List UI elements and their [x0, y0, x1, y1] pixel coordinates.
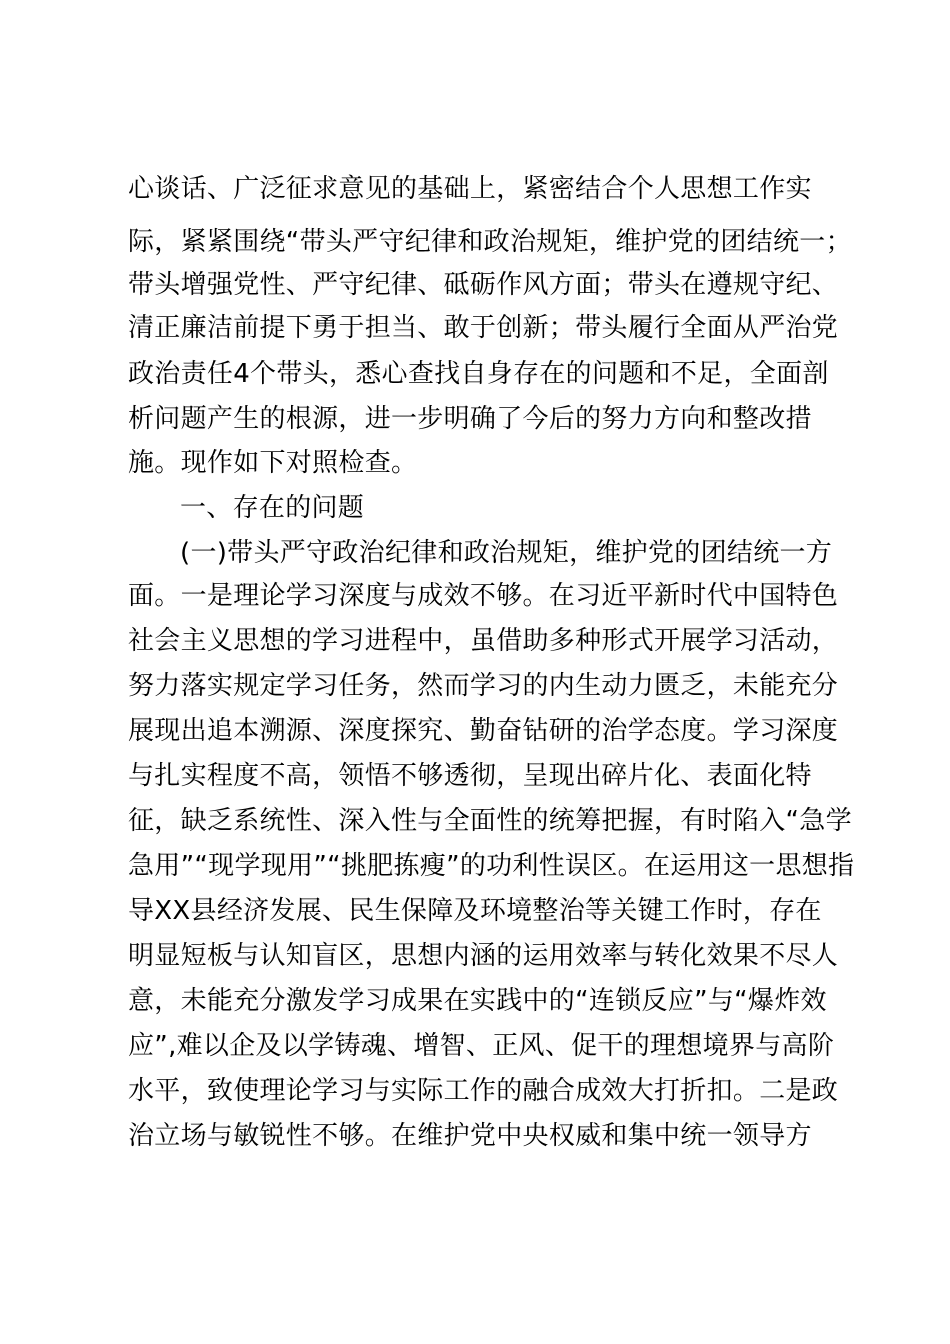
body-text-line: 际，紧紧围绕“带头严守纪律和政治规矩，维护党的团结统一；	[128, 227, 852, 257]
subsection-heading: (一)带头严守政治纪律和政治规矩，维护党的团结统一方	[180, 538, 833, 568]
body-text-line: 与扎实程度不高，领悟不够透彻，呈现出碎片化、表面化特	[128, 761, 812, 791]
body-text-line: 明显短板与认知盲区，思想内涵的运用效率与转化效果不尽人	[128, 941, 839, 971]
body-text-line: 意，未能充分激发学习成果在实践中的“连锁反应”与“爆炸效	[128, 986, 827, 1016]
body-text-line: 应”,难以企及以学铸魂、增智、正风、促干的理想境界与高阶	[128, 1031, 835, 1061]
body-text-line: 急用”“现学现用”“挑肥拣瘦”的功利性误区。在运用这一思想指	[128, 851, 855, 881]
body-text-line: 水平，致使理论学习与实际工作的融合成效大打折扣。二是政	[128, 1076, 839, 1106]
body-text-line: 征，缺乏系统性、深入性与全面性的统筹把握，有时陷入“急学	[128, 806, 852, 836]
body-text-line: 施。现作如下对照检查。	[128, 448, 418, 478]
body-text-line: 面。一是理论学习深度与成效不够。在习近平新时代中国特色	[128, 581, 839, 611]
body-text-line: 努力落实规定学习任务，然而学习的内生动力匮乏，未能充分	[128, 671, 839, 701]
section-heading: 一、存在的问题	[180, 493, 365, 523]
body-text-line: 导XX县经济发展、民生保障及环境整治等关键工作时，存在	[128, 896, 822, 926]
body-text-line: 清正廉洁前提下勇于担当、敢于创新；带头履行全面从严治党	[128, 313, 839, 343]
body-text-line: 政治责任4个带头，悉心查找自身存在的问题和不足，全面剖	[128, 359, 829, 389]
body-text-line: 社会主义思想的学习进程中，虽借助多种形式开展学习活动，	[128, 626, 839, 656]
body-text-line: 展现出追本溯源、深度探究、勤奋钻研的治学态度。学习深度	[128, 716, 839, 746]
body-text-line: 治立场与敏锐性不够。在维护党中央权威和集中统一领导方	[128, 1121, 812, 1151]
body-text-line: 析问题产生的根源，进一步明确了今后的努力方向和整改措	[128, 404, 812, 434]
body-text-line: 带头增强党性、严守纪律、砥砺作风方面；带头在遵规守纪、	[128, 270, 839, 300]
body-text-line: 心谈话、广泛征求意见的基础上，紧密结合个人思想工作实	[128, 174, 812, 204]
